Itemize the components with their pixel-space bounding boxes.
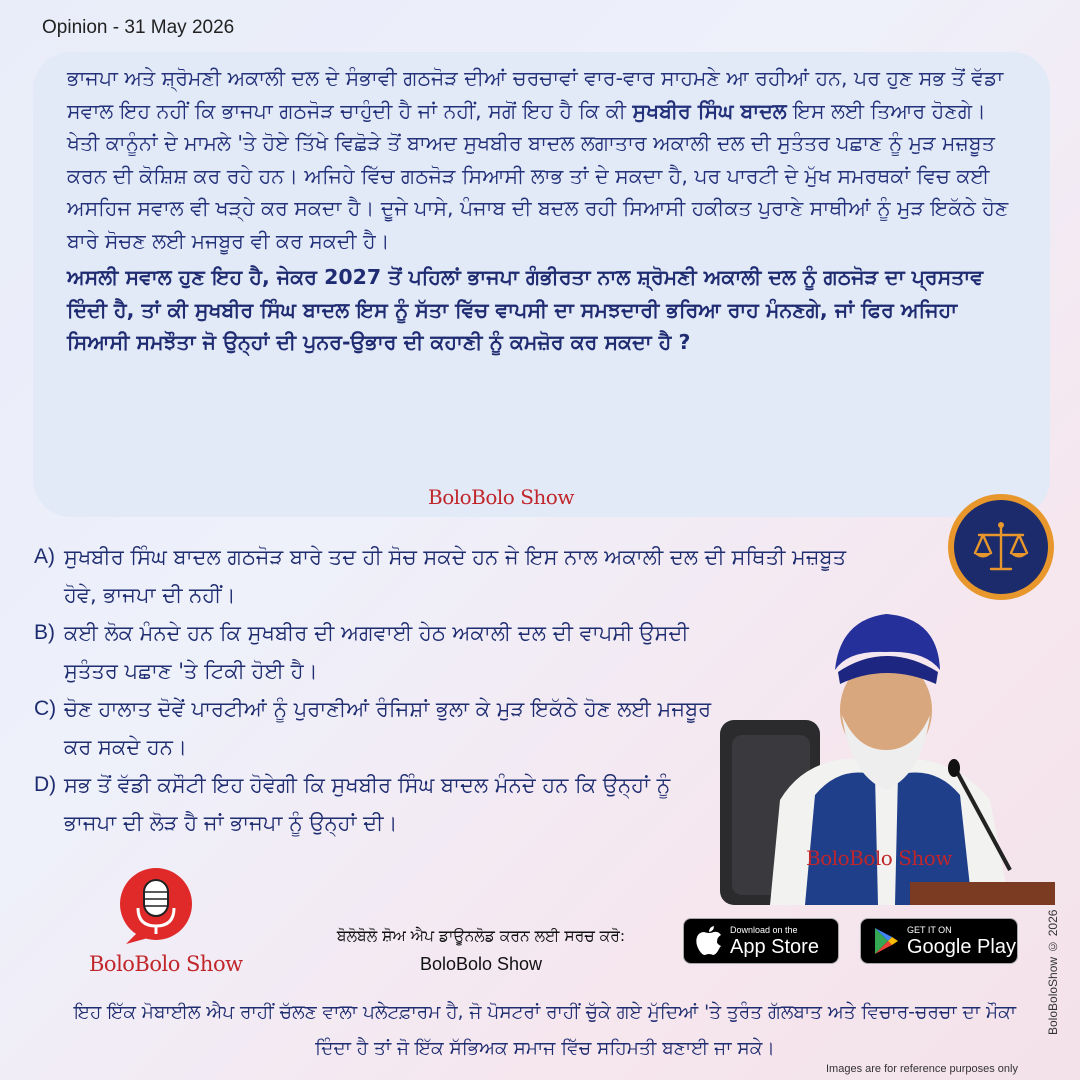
- apple-icon: [696, 926, 722, 956]
- article-text-2: ਇਸ ਲਈ ਤਿਆਰ ਹੋਣਗੇ। ਖੇਤੀ ਕਾਨੂੰਨਾਂ ਦੇ ਮਾਮਲੇ 'ਤੇ ਹੋਏ ਤਿੱਖੇ ਵਿਛੋੜੇ ਤੋਂ ਬਾਅਦ ਸੁਖਬੀਰ ਬਾਦਲ ਲਗਾਤਾਰ ਅਕਾਲੀ ਦਲ ਦੀ ਸੁਤੰਤਰ ਪਛਾਣ ਨੂੰ ਮੁੜ ਮਜ਼ਬੂਤ ਕਰਨ ਦੀ ਕੋਸ਼ਿਸ਼ ਕਰ ਰਹੇ ਹਨ। ਅਜਿਹੇ ਵਿੱਚ ਗਠਜੋੜ ਸਿਆਸੀ ਲਾਭ ਤਾਂ ਦੇ ਸਕਦਾ ਹੈ, ਪਰ ਪਾਰਟੀ ਦੇ ਮੁੱਖ ਸਮਰਥਕਾਂ ਵਿਚ ਕਈ ਅਸਹਿਜ ਸਵਾਲ ਵੀ ਖੜ੍ਹੇ ਕਰ ਸਕਦਾ ਹੈ। ਦੂਜੇ ਪਾਸੇ, ਪੰਜਾਬ ਦੀ ਬਦਲ ਰਹੀ ਸਿਆਸੀ ਹਕੀਕਤ ਪੁਰਾਣੇ ਸਾਥੀਆਂ ਨੂੰ ਮੁੜ ਇਕੱਠੇ ਹੋਣ ਬਾਰੇ ਸੋਚਣ ਲਈ ਮਜਬੂਰ ਵੀ ਕਰ ਸਕਦੀ ਹੈ।: [67, 98, 1009, 253]
- scales-badge: [948, 494, 1054, 600]
- google-play-icon: [873, 927, 899, 955]
- option-text: ਕਈ ਲੋਕ ਮੰਨਦੇ ਹਨ ਕਿ ਸੁਖਬੀਰ ਦੀ ਅਗਵਾਈ ਹੇਠ ਅਕਾਲੀ ਦਲ ਦੀ ਵਾਪਸੀ ਉਸਦੀ ਸੁਤੰਤਰ ਪਛਾਣ 'ਤੇ ਟਿਕੀ ਹੋਈ ਹੈ।: [64, 621, 689, 683]
- option-letter: A): [34, 545, 55, 568]
- card-watermark: BoloBolo Show: [428, 485, 574, 509]
- brand-logo-text: BoloBolo Show: [89, 952, 243, 976]
- option-text: ਚੋਣ ਹਾਲਾਤ ਦੋਵੇਂ ਪਾਰਟੀਆਂ ਨੂੰ ਪੁਰਾਣੀਆਂ ਰੰਜਿਸ਼ਾਂ ਭੁਲਾ ਕੇ ਮੁੜ ਇਕੱਠੇ ਹੋਣ ਲਈ ਮਜਬੂਰ ਕਰ ਸਕਦੇ ਹਨ।: [64, 697, 712, 759]
- option-text: ਸਭ ਤੋਂ ਵੱਡੀ ਕਸੌਟੀ ਇਹ ਹੋਵੇਗੀ ਕਿ ਸੁਖਬੀਰ ਸਿੰਘ ਬਾਦਲ ਮੰਨਦੇ ਹਨ ਕਿ ਉਨ੍ਹਾਂ ਨੂੰ ਭਾਜਪਾ ਦੀ ਲੋੜ ਹੈ ਜਾਂ ਭਾਜਪਾ ਨੂੰ ਉਨ੍ਹਾਂ ਦੀ।: [64, 773, 671, 835]
- google-play-button[interactable]: [860, 918, 1018, 964]
- app-store-small-label: Download on the: [730, 924, 798, 935]
- post-date: Opinion - 31 May 2026: [42, 17, 235, 38]
- microphone-icon: [118, 866, 196, 946]
- article-question: ਅਸਲੀ ਸਵਾਲ ਹੁਣ ਇਹ ਹੈ, ਜੇਕਰ 2027 ਤੋਂ ਪਹਿਲਾਂ ਭਾਜਪਾ ਗੰਭੀਰਤਾ ਨਾਲ ਸ਼੍ਰੋਮਣੀ ਅਕਾਲੀ ਦਲ ਨੂੰ ਗਠਜੋੜ ਦਾ ਪ੍ਰਸਤਾਵ ਦਿੰਦੀ ਹੈ, ਤਾਂ ਕੀ ਸੁਖਬੀਰ ਸਿੰਘ ਬਾਦਲ ਇਸ ਨੂੰ ਸੱਤਾ ਵਿੱਚ ਵਾਪਸੀ ਦਾ ਸਮਝਦਾਰੀ ਭਰਿਆ ਰਾਹ ਮੰਨਣਗੇ, ਜਾਂ ਫਿਰ ਅਜਿਹਾ ਸਿਆਸੀ ਸਮਝੌਤਾ ਜੋ ਉਨ੍ਹਾਂ ਦੀ ਪੁਨਰ-ਉਭਾਰ ਦੀ ਕਹਾਣੀ ਨੂੰ ਕਮਜ਼ੋਰ ਕਰ ਸਕਦਾ ਹੈ ?: [67, 265, 984, 354]
- article-paragraph: [67, 62, 1016, 257]
- option-letter: C): [34, 697, 57, 720]
- google-play-label: Google Play: [907, 935, 1016, 958]
- app-store-label: App Store: [730, 935, 819, 958]
- option-text: ਸੁਖਬੀਰ ਸਿੰਘ ਬਾਦਲ ਗਠਜੋੜ ਬਾਰੇ ਤਦ ਹੀ ਸੋਚ ਸਕਦੇ ਹਨ ਜੇ ਇਸ ਨਾਲ ਅਕਾਲੀ ਦਲ ਦੀ ਸਥਿਤੀ ਮਜ਼ਬੂਤ ਹੋਵੇ, ਭਾਜਪਾ ਦੀ ਨਹੀਂ।: [64, 545, 847, 607]
- scales-of-justice-icon: [965, 511, 1037, 583]
- app-name: BoloBolo Show: [419, 954, 543, 974]
- article-name-highlight: ਸੁਖਬੀਰ ਸਿੰਘ ਬਾਦਲ: [632, 98, 787, 123]
- copyright-text: BoloBoloShow © 2026: [1046, 909, 1060, 1036]
- download-prompt: [300, 922, 662, 978]
- download-prompt-text: ਬੋਲੋਬੋਲੋ ਸ਼ੋਅ ਐਪ ਡਾਊਨਲੋਡ ਕਰਨ ਲਈ ਸਰਚ ਕਰੋ:: [336, 927, 626, 945]
- reference-disclaimer: Images are for reference purposes only: [826, 1063, 1018, 1075]
- app-store-button[interactable]: [683, 918, 839, 964]
- article-card: [33, 52, 1050, 517]
- footer-description: ਇਹ ਇੱਕ ਮੋਬਾਈਲ ਐਪ ਰਾਹੀਂ ਚੱਲਣ ਵਾਲਾ ਪਲੇਟਫ਼ਾਰਮ ਹੈ, ਜੋ ਪੋਸਟਰਾਂ ਰਾਹੀਂ ਚੁੱਕੇ ਗਏ ਮੁੱਦਿਆਂ 'ਤੇ ਤੁਰੰਤ ਗੱਲਬਾਤ ਅਤੇ ਵਿਚਾਰ-ਚਰਚਾ ਦਾ ਮੌਕਾ ਦਿੰਦਾ ਹੈ ਤਾਂ ਜੋ ਇੱਕ ਸੱਭਿਅਕ ਸਮਾਜ ਵਿੱਚ ਸਹਿਮਤੀ ਬਣਾਈ ਜਾ ਸਕੇ।: [73, 1002, 1017, 1059]
- photo-watermark: BoloBolo Show: [806, 846, 952, 870]
- google-play-small-label: GET IT ON: [907, 924, 952, 935]
- article-text-1: ਭਾਜਪਾ ਅਤੇ ਸ਼੍ਰੋਮਣੀ ਅਕਾਲੀ ਦਲ ਦੇ ਸੰਭਾਵੀ ਗਠਜੋੜ ਦੀਆਂ ਚਰਚਾਵਾਂ ਵਾਰ-ਵਾਰ ਸਾਹਮਣੇ ਆ ਰਹੀਆਂ ਹਨ, ਪਰ ਹੁਣ ਸਭ ਤੋਂ ਵੱਡਾ ਸਵਾਲ ਇਹ ਨਹੀਂ ਕਿ ਭਾਜਪਾ ਗਠਜੋੜ ਚਾਹੁੰਦੀ ਹੈ ਜਾਂ ਨਹੀਂ, ਸਗੋਂ ਇਹ ਹੈ ਕਿ ਕੀ: [67, 66, 1004, 123]
- option-letter: D): [34, 773, 57, 796]
- option-letter: B): [34, 621, 55, 644]
